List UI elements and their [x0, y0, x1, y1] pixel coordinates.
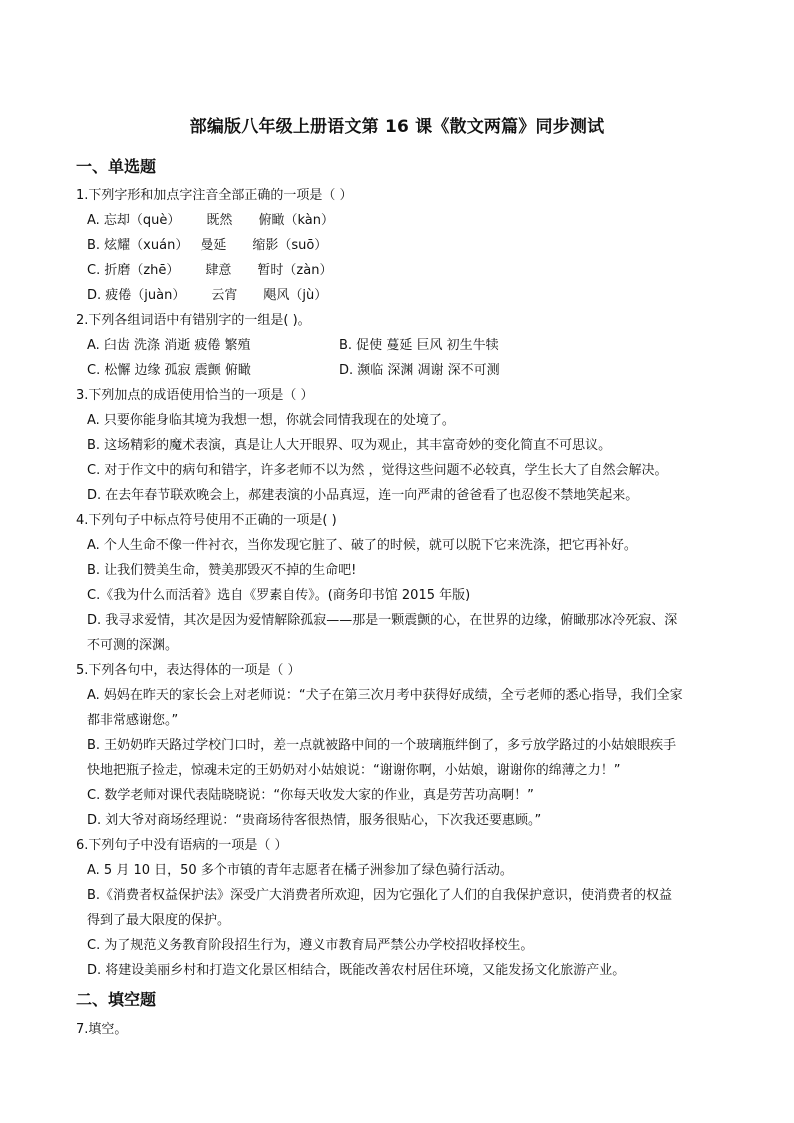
question-5-option-a-line-2: 都非常感谢您。”	[87, 713, 179, 728]
question-1-option-d: D. 疲倦（juàn） 云宵 飓风（jù）	[87, 288, 328, 303]
question-4-option-d-line-1: D. 我寻求爱情，其次是因为爱情解除孤寂——那是一颗震颤的心，在世界的边缘，俯瞰那冰冷死寂、深	[87, 613, 678, 628]
question-1-option-b: B. 炫耀（xuán） 曼延 缩影（suō）	[87, 238, 328, 253]
question-6-option-b-line-2: 得到了最大限度的保护。	[87, 913, 231, 928]
question-6-option-b-line-1: B.《消费者权益保护法》深受广大消费者所欢迎，因为它强化了人们的自我保护意识，使消费者的权益	[87, 888, 673, 903]
section-heading-single-choice: 一、单选题	[76, 157, 157, 176]
question-6-option-a: A. 5 月 10 日，50 多个市镇的青年志愿者在橘子洲参加了绿色骑行活动。	[87, 863, 513, 878]
question-1-option-c: C. 折磨（zhē） 肆意 暂时（zàn）	[87, 263, 333, 278]
question-3-option-b: B. 这场精彩的魔术表演，真是让人大开眼界、叹为观止，其丰富奇妙的变化简直不可思议。	[87, 438, 612, 453]
question-4-option-b: B. 让我们赞美生命，赞美那毁灭不掉的生命吧!	[87, 563, 357, 578]
question-6-stem: 6.下列句子中没有语病的一项是（ ）	[76, 838, 288, 853]
question-2-option-d: D. 濒临 深渊 凋谢 深不可测	[339, 363, 500, 378]
question-6-option-c: C. 为了规范义务教育阶段招生行为，遵义市教育局严禁公办学校招收择校生。	[87, 938, 534, 953]
question-1-option-a: A. 忘却（què） 既然 俯瞰（kàn）	[87, 213, 334, 228]
question-4-stem: 4.下列句子中标点符号使用不正确的一项是( )	[76, 513, 337, 528]
question-2-stem: 2.下列各组词语中有错别字的一组是( )。	[76, 313, 311, 328]
document-title: 部编版八年级上册语文第 16 课《散文两篇》同步测试	[189, 117, 605, 137]
question-2-option-b: B. 促使 蔓延 巨风 初生牛犊	[339, 338, 499, 353]
question-2-option-c: C. 松懈 边缘 孤寂 震颤 俯瞰	[87, 363, 251, 378]
question-3-stem: 3.下列加点的成语使用恰当的一项是（ ）	[76, 388, 314, 403]
question-1-stem: 1.下列字形和加点字注音全部正确的一项是（ ）	[76, 188, 353, 203]
question-5-option-a-line-1: A. 妈妈在昨天的家长会上对老师说：“犬子在第三次月考中获得好成绩，全亏老师的悉心指导，我们全家	[87, 688, 683, 703]
question-2-option-a: A. 臼齿 洗涤 消逝 疲倦 繁殖	[87, 338, 251, 353]
question-5-option-c: C. 数学老师对课代表陆晓晓说：“你每天收发大家的作业，真是劳苦功高啊！”	[87, 788, 534, 803]
question-5-stem: 5.下列各句中，表达得体的一项是（ ）	[76, 663, 301, 678]
question-4-option-a: A. 个人生命不像一件衬衣，当你发现它脏了、破了的时候，就可以脱下它来洗涤，把它再补好。	[87, 538, 637, 553]
question-7-stem: 7.填空。	[76, 1022, 128, 1037]
question-5-option-b-line-1: B. 王奶奶昨天路过学校门口时，差一点就被路中间的一个玻璃瓶绊倒了，多亏放学路过的小姑娘眼疾手	[87, 738, 677, 753]
section-heading-fill-in: 二、填空题	[76, 990, 157, 1009]
question-5-option-d: D. 刘大爷对商场经理说：“贵商场待客很热情，服务很贴心，下次我还要惠顾。”	[87, 813, 542, 828]
question-4-option-c: C.《我为什么而活着》选自《罗素自传》。(商务印书馆 2015 年版)	[87, 588, 471, 603]
question-5-option-b-line-2: 快地把瓶子捡走，惊魂未定的王奶奶对小姑娘说：“谢谢你啊，小姑娘，谢谢你的绵薄之力！”	[87, 763, 621, 778]
question-3-option-a: A. 只要你能身临其境为我想一想，你就会同情我现在的处境了。	[87, 413, 455, 428]
question-3-option-c: C. 对于作文中的病句和错字，许多老师不以为然 ，觉得这些问题不必较真，学生长大了自然会解决。	[87, 463, 668, 478]
question-6-option-d: D. 将建设美丽乡村和打造文化景区相结合，既能改善农村居住环境，又能发扬文化旅游产业。	[87, 963, 626, 978]
question-3-option-d: D. 在去年春节联欢晚会上，郝建表演的小品真逗，连一向严肃的爸爸看了也忍俊不禁地笑起来。	[87, 488, 639, 503]
question-4-option-d-line-2: 不可测的深渊。	[87, 638, 179, 653]
